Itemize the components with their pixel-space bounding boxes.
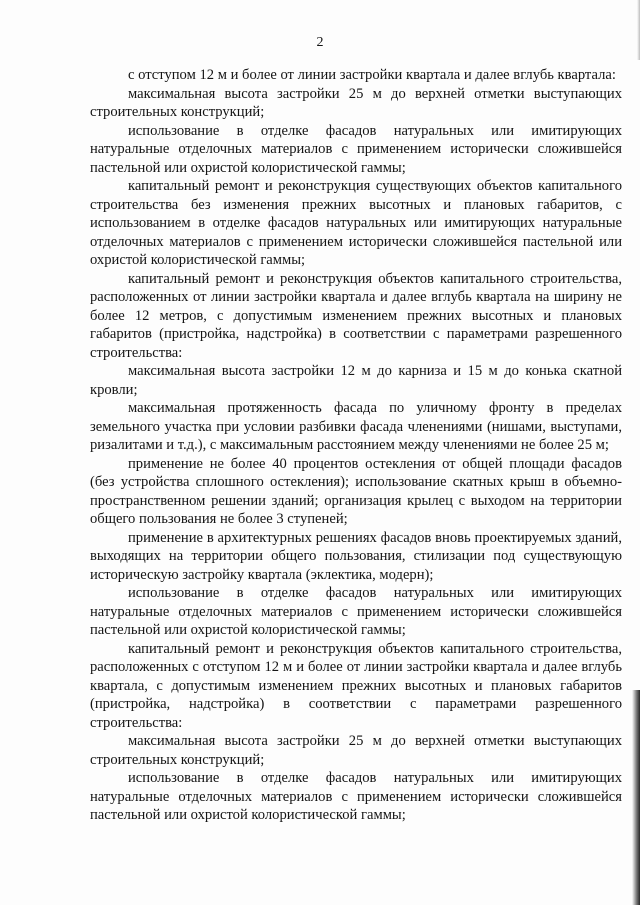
scan-edge-shadow (632, 690, 640, 905)
paragraph: максимальная высота застройки 25 м до верхней отметки выступающих строительных конструкций; (90, 85, 622, 120)
paragraph: использование в отделке фасадов натуральных или имитирующих натуральные отделочных материалов с применением исторически сложившейся пастельной или охристой колористической гаммы; (90, 585, 622, 638)
paragraph: капитальный ремонт и реконструкция объектов капитального строительства, расположенных с отступом 12 м и более от линии застройки квартала и далее вглубь квартала, с допустимым изменением прежних высотных и плановых габаритов (пристройка, надстройка) в соответствии с параметрами разрешенного строительства: (90, 640, 622, 731)
paragraph: использование в отделке фасадов натуральных или имитирующих натуральные отделочных материалов с применением исторически сложившейся пастельной или охристой колористической гаммы; (90, 770, 622, 823)
paragraph: капитальный ремонт и реконструкция объектов капитального строительства, расположенных от линии застройки квартала и далее вглубь квартала на ширину не более 12 метров, с допустимым изменением прежних высотных и плановых габаритов (пристройка, надстройка) в соответствии с параметрами разрешенного строительства: (90, 270, 622, 361)
document-body (90, 66, 622, 825)
paragraph: использование в отделке фасадов натуральных или имитирующих натуральные отделочных материалов с применением исторически сложившейся пастельной или охристой колористической гаммы; (90, 122, 622, 176)
paragraph: капитальный ремонт и реконструкция существующих объектов капитального строительства без изменения прежних высотных и плановых габаритов, с использованием в отделке фасадов натуральных или имитирующих натуральные отделочных материалов с применением исторически сложившейся пастельной или охристой колористической гаммы; (90, 178, 622, 268)
page-number: 2 (316, 35, 324, 50)
paragraph: максимальная высота застройки 12 м до карниза и 15 м до конька скатной кровли; (90, 363, 622, 398)
paragraph: максимальная высота застройки 25 м до верхней отметки выступающих строительных конструкций; (90, 733, 622, 768)
paragraph: применение не более 40 процентов остекления от общей площади фасадов (без устройства сплошного остекления); использование скатных крыш в объемно-пространственном решении зданий; организация крылец с выходом на территории общего пользования не более 3 ступеней; (90, 455, 622, 527)
paragraph: максимальная протяженность фасада по уличному фронту в пределах земельного участка при условии разбивки фасада членениями (нишами, выступами, ризалитами и т.д.), с максимальным расстоянием между членениями не более 25 м; (90, 400, 622, 453)
paragraph: с отступом 12 м и более от линии застройки квартала и далее вглубь квартала: (128, 67, 616, 83)
paragraph: применение в архитектурных решениях фасадов вновь проектируемых зданий, выходящих на территории общего пользования, стилизации под существующую историческую застройку квартала (эклектика, модерн); (90, 529, 622, 583)
